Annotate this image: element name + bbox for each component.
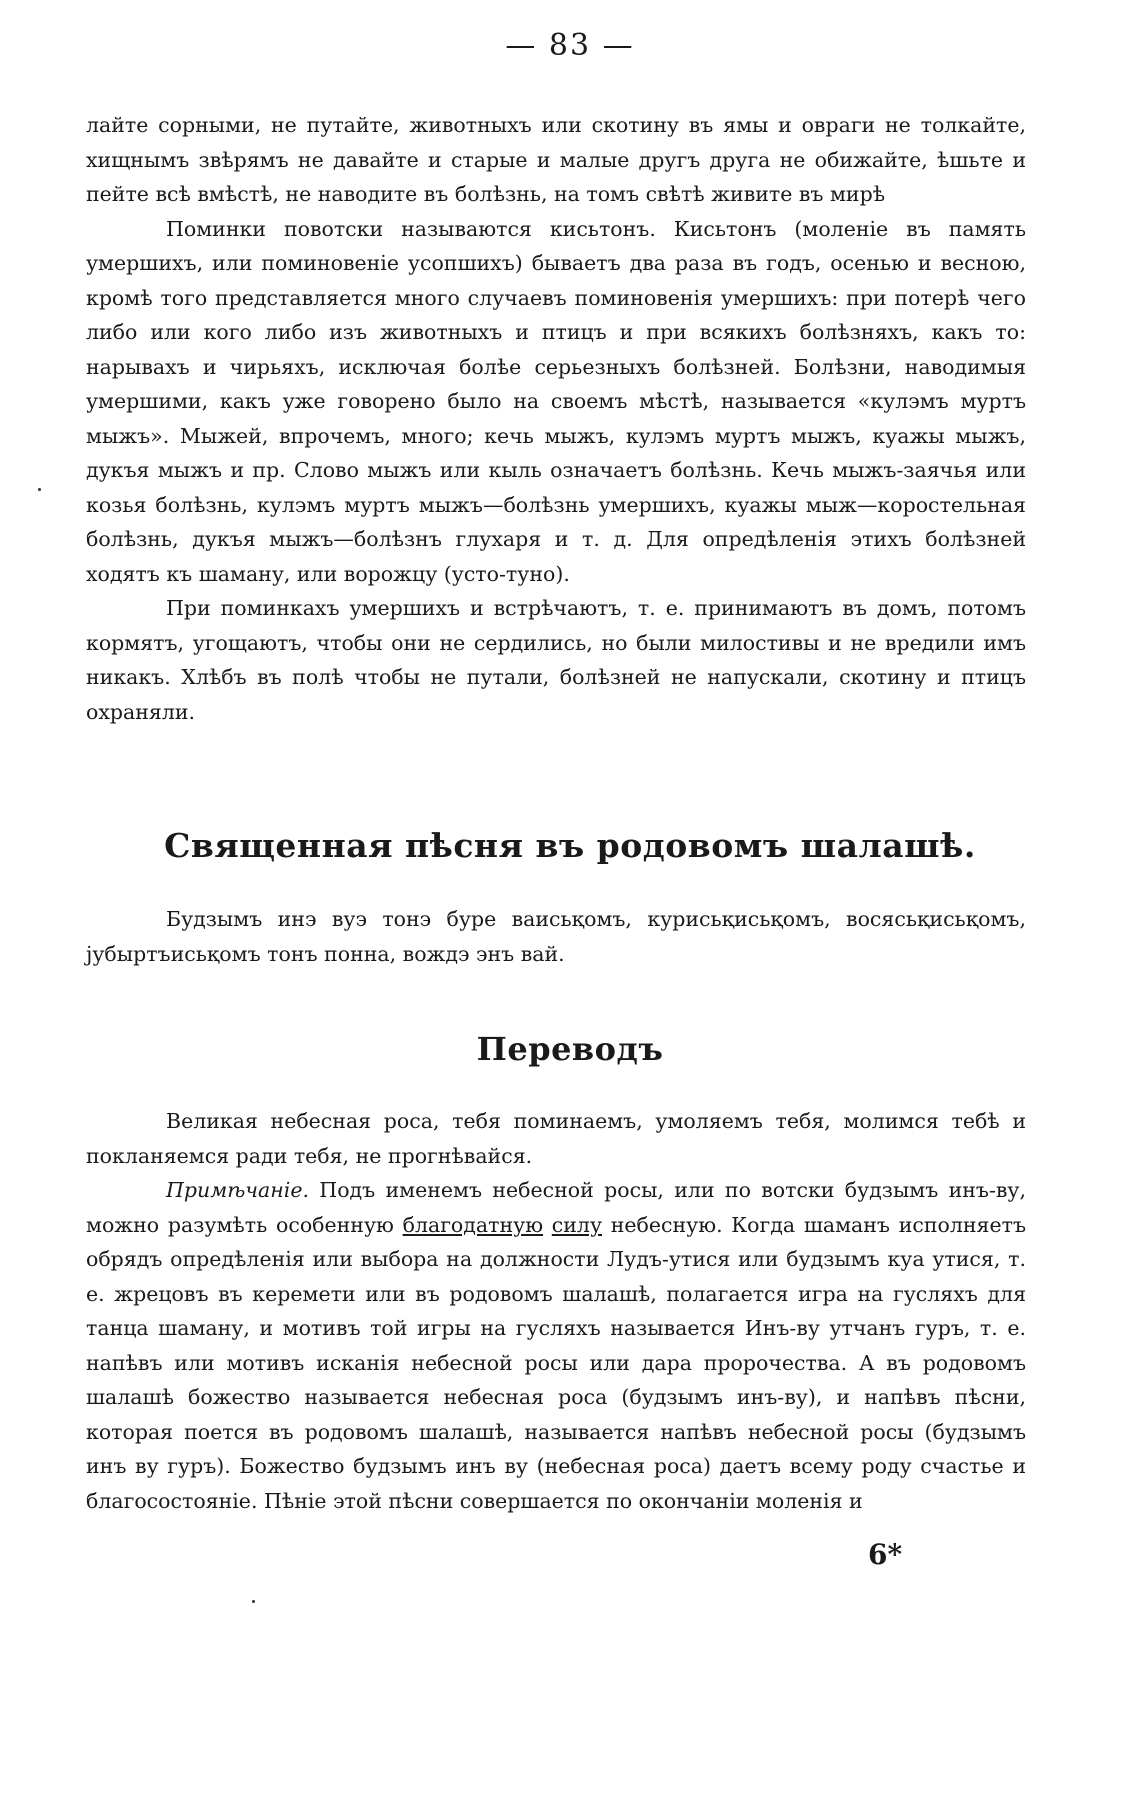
translation-text: Великая небесная роса, тебя поминаемъ, умоляемъ тебя, молимся тебѣ и покланяемся ради тебя, не прогнѣвайся. (86, 1109, 1026, 1168)
note-underlined-1: благодатную (402, 1212, 544, 1237)
margin-speck (38, 488, 41, 491)
poninki-paragraph: При поминкахъ умершихъ и встрѣчаютъ, т. е. принимаютъ въ домъ, потомъ кормятъ, угощаютъ, чтобы они не сердились, но были милостивы и не вредили имъ никакъ. Хлѣбъ въ полѣ чтобы не путали, болѣзней не напускали, скотину и птицъ охраняли. (86, 596, 1026, 724)
note-paragraph (86, 1173, 1026, 1518)
note-gap (543, 1213, 552, 1237)
note-text-2: небесную. Когда шаманъ исполняетъ обрядъ опредѣленія или выбора на должности Лудъ-утися или будзымъ куа утися, т. е. жрецовъ въ керемети или въ родовомъ шалашѣ, полагается игра на гусляхъ для танца шаману, и мотивъ той игры на гусляхъ называется Инъ-ву утчанъ гуръ, т. е. напѣвъ или мотивъ исканія небесной росы или дара пророчества. А въ родовомъ шалашѣ божество называется небесная роса (будзымъ инъ-ву), и напѣвъ пѣсни, которая поется въ родовомъ шалашѣ, называется напѣвъ небесной росы (будзымъ инъ ву гуръ). Божество будзымъ инъ ву (небесная роса) даетъ всему роду счастье и благосостояніе. Пѣніе этой пѣсни совершается по окончаніи моленія и (86, 1212, 1026, 1513)
kiston-paragraph: Поминки повотски называются кисьтонъ. Кисьтонъ (моленіе въ память умершихъ, или поминовеніе усопшихъ) бываетъ два раза въ годъ, осенью и весною, кромѣ того представляется много случаевъ поминовенія умершихъ: при потерѣ чего либо или кого либо изъ животныхъ и птицъ и при всякихъ болѣзняхъ, какъ то: нарывахъ и чирьяхъ, исключая болѣе серьезныхъ болѣзней. Болѣзни, наводимыя умершими, какъ уже говорено было на своемъ мѣстѣ, называется «кулэмъ муртъ мыжъ». Мыжей, впрочемъ, много; кечь мыжъ, кулэмъ муртъ мыжъ, куажы мыжъ, дукъя мыжъ и пр. Слово мыжъ или кыль означаетъ болѣзнь. Кечь мыжъ-заячья или козья болѣзнь, кулэмъ муртъ мыжъ—болѣзнь умершихъ, куажы мыж—коростельная болѣзнь, дукъя мыжъ—болѣзнъ глухаря и т. д. Для опредѣленія этихъ болѣзней ходятъ къ шаману, или ворожцу (усто-туно). (86, 216, 1026, 586)
opening-section (86, 108, 1026, 729)
translation-section (86, 1104, 1026, 1518)
song-section (86, 902, 1026, 971)
signature-mark: 6* (868, 1538, 903, 1571)
note-underlined-2: силу (551, 1212, 603, 1237)
note-text-1: Подъ именемъ небесной росы, или по вотски будзымъ инъ-ву, можно разумѣть особенную (86, 1178, 1026, 1237)
note-label: Примѣчаніе. (166, 1178, 309, 1202)
margin-speck (252, 1600, 255, 1603)
intro-paragraph: лайте сорными, не путайте, животныхъ или скотину въ ямы и овраги не толкайте, хищнымъ звѣрямъ не давайте и старые и малые другъ друга не обижайте, ѣшьте и пейте всѣ вмѣстѣ, не наводите въ болѣзнь, на томъ свѣтѣ живите въ мирѣ (86, 113, 1026, 206)
page-number: — 83 — (505, 28, 635, 63)
song-text: Будзымъ инэ вуэ тонэ буре ваисьқомъ, курисьқисьқомъ, восясьқисьқомъ, ϳубыртъисьқомъ тонъ понна, вождэ энъ вай. (86, 907, 1026, 966)
song-heading: Священная пѣсня въ родовомъ шалашѣ. (164, 826, 976, 865)
translation-heading: Переводъ (476, 1030, 664, 1068)
